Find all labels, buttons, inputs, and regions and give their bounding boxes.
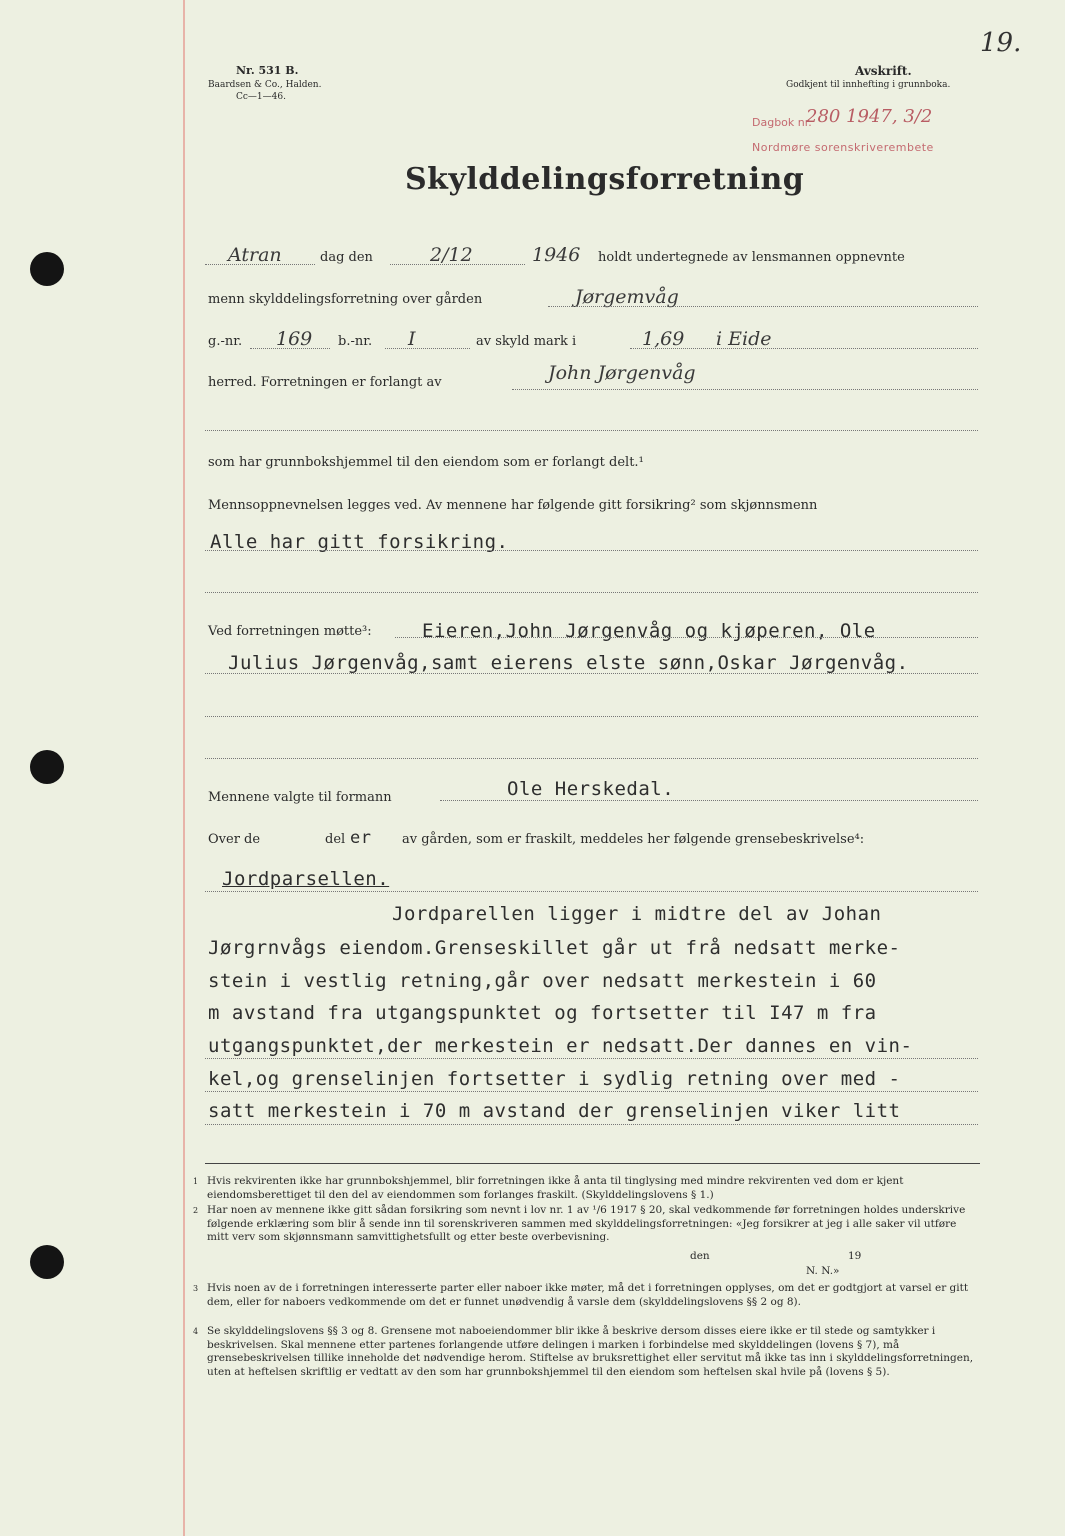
- description-line: utgangspunktet,der merkestein er nedsatt.Der dannes en vin-: [208, 1035, 913, 1057]
- parcel-heading: Jordparsellen.: [222, 868, 390, 890]
- dag-den-label: dag den: [320, 250, 373, 265]
- del-label: del: [325, 832, 346, 847]
- punch-hole: [30, 252, 64, 286]
- print-code: Cc—1—46.: [236, 92, 286, 102]
- description-line: Jordparellen ligger i midtre del av Johan: [392, 903, 882, 925]
- skyld-label: av skyld mark i: [476, 334, 577, 349]
- approval-note: Godkjent til innhefting i grunnboka.: [786, 80, 951, 90]
- description-line: m avstand fra utgangspunktet og fortsetter til I47 m fra: [208, 1002, 877, 1024]
- attended-label: Ved forretningen møtte³:: [208, 624, 372, 639]
- held-text: holdt undertegnede av lensmannen oppnevnte: [598, 250, 905, 265]
- printer-name: Baardsen & Co., Halden.: [208, 80, 322, 90]
- bnr-label: b.-nr.: [338, 334, 373, 349]
- chair-name: Ole Herskedal.: [507, 778, 675, 800]
- date: 2/12: [430, 244, 473, 266]
- herred-text: herred. Forretningen er forlangt av: [208, 375, 442, 390]
- punch-hole: [30, 750, 64, 784]
- insurance-text: Alle har gitt forsikring.: [210, 531, 509, 553]
- municipality: i Eide: [716, 328, 772, 350]
- farm-name: Jørgemvåg: [575, 286, 679, 308]
- description-line: kel,og grenselinjen fortsetter i sydlig retning over med -: [208, 1068, 901, 1090]
- page-number: 19.: [980, 28, 1022, 58]
- footnote-3: 3 Hvis noen av de i forretningen interesserte parter eller naboer ikke møter, må det i forretningen opplyses, om det er godtgjort at varsel er gitt dem, eller for naboers vedkommende om det er funnet unødvendig å varsle dem (skylddelingslovens §§ 2 og 8).: [193, 1282, 969, 1308]
- skyld-value: 1,69: [642, 328, 685, 350]
- office-stamp: Nordmøre sorenskriverembete: [752, 141, 934, 154]
- footnote-2-den: den: [690, 1250, 710, 1262]
- chair-label: Mennene valgte til formann: [208, 790, 392, 805]
- form-number: Nr. 531 B.: [236, 64, 299, 77]
- journal-entry: 280 1947, 3/2: [806, 106, 933, 127]
- attended-line-1: Eieren,John Jørgenvåg og kjøperen, Ole: [422, 620, 876, 642]
- del-suffix: er: [350, 828, 372, 848]
- footnote-1: 1 Hvis rekvirenten ikke har grunnbokshjemmel, blir forretningen ikke å anta til tinglysing med mindre rekvirenten ved dom er kjent eiendomsberettiget til den del av eiendommen som forlanges fraskilt. (Skylddelingslovens § 1.): [193, 1175, 904, 1201]
- gnr-label: g.-nr.: [208, 334, 243, 349]
- footnote-2-signature: N. N.»: [806, 1265, 840, 1277]
- description-line: satt merkestein i 70 m avstand der grenselinjen viker litt: [208, 1100, 901, 1122]
- journal-label: Dagbok nr.: [752, 116, 812, 129]
- over-de-label: Over de: [208, 832, 261, 847]
- attended-line-2: Julius Jørgenvåg,samt eierens elste sønn,Oskar Jørgenvåg.: [228, 652, 909, 674]
- year: 1946: [532, 244, 581, 266]
- description-line: stein i vestlig retning,går over nedsatt merkestein i 60: [208, 970, 877, 992]
- footnote-2-year: 19: [848, 1250, 862, 1262]
- bnr-value: I: [408, 328, 416, 350]
- footnote-rule: [205, 1163, 980, 1164]
- footnote-4: 4 Se skylddelingslovens §§ 3 og 8. Grensene mot naboeiendommer blir ikke å beskrive dersom disses eiere ikke er til stede og samtykker i beskrivelsen. Skal mennene etter partenes forlangende utføre delingen i marken i forbindelse med skylddelingen (lovens § 7), må grensebeskrivelsen tillike inneholde det nødvendige herom. Stiftelse av bruksrettighet eller servitut må ikke tas inn i skylddelingsforretningen, uten at heftelsen skriftlig er vedtatt av den som har grunnbokshjemmel til den eiendom som heftelsen skal hvile på (lovens § 5).: [193, 1325, 974, 1378]
- place: Atran: [228, 244, 282, 266]
- grunnbok-text: som har grunnbokshjemmel til den eiendom som er forlangt delt.¹: [208, 455, 644, 470]
- margin-line: [183, 0, 185, 1536]
- boundary-label: av gården, som er fraskilt, meddeles her følgende grensebeskrivelse⁴:: [402, 832, 865, 847]
- description-line: Jørgrnvågs eiendom.Grenseskillet går ut frå nedsatt merke-: [208, 937, 901, 959]
- document-title: Skylddelingsforretning: [405, 162, 805, 197]
- menn-text: Mennsoppnevnelsen legges ved. Av mennene har følgende gitt forsikring² som skjønnsmenn: [208, 498, 818, 513]
- men-text: menn skylddelingsforretning over gården: [208, 292, 483, 307]
- footnote-2: 2 Har noen av mennene ikke gitt sådan forsikring som nevnt i lov nr. 1 av ¹/6 1917 § 20, skal vedkommende før forretningen holdes underskrive følgende erklæring som blir å sende inn til sorenskriveren sammen med skylddelingsforretningen: «Jeg forsikrer at jeg i alle saker vil utføre mitt verv som skjønnsmann samvittighetsfullt og etter beste overbevisning.: [193, 1204, 966, 1243]
- requested-by: John Jørgenvåg: [548, 362, 696, 384]
- gnr-value: 169: [276, 328, 313, 350]
- copy-label: Avskrift.: [855, 64, 912, 78]
- punch-hole: [30, 1245, 64, 1279]
